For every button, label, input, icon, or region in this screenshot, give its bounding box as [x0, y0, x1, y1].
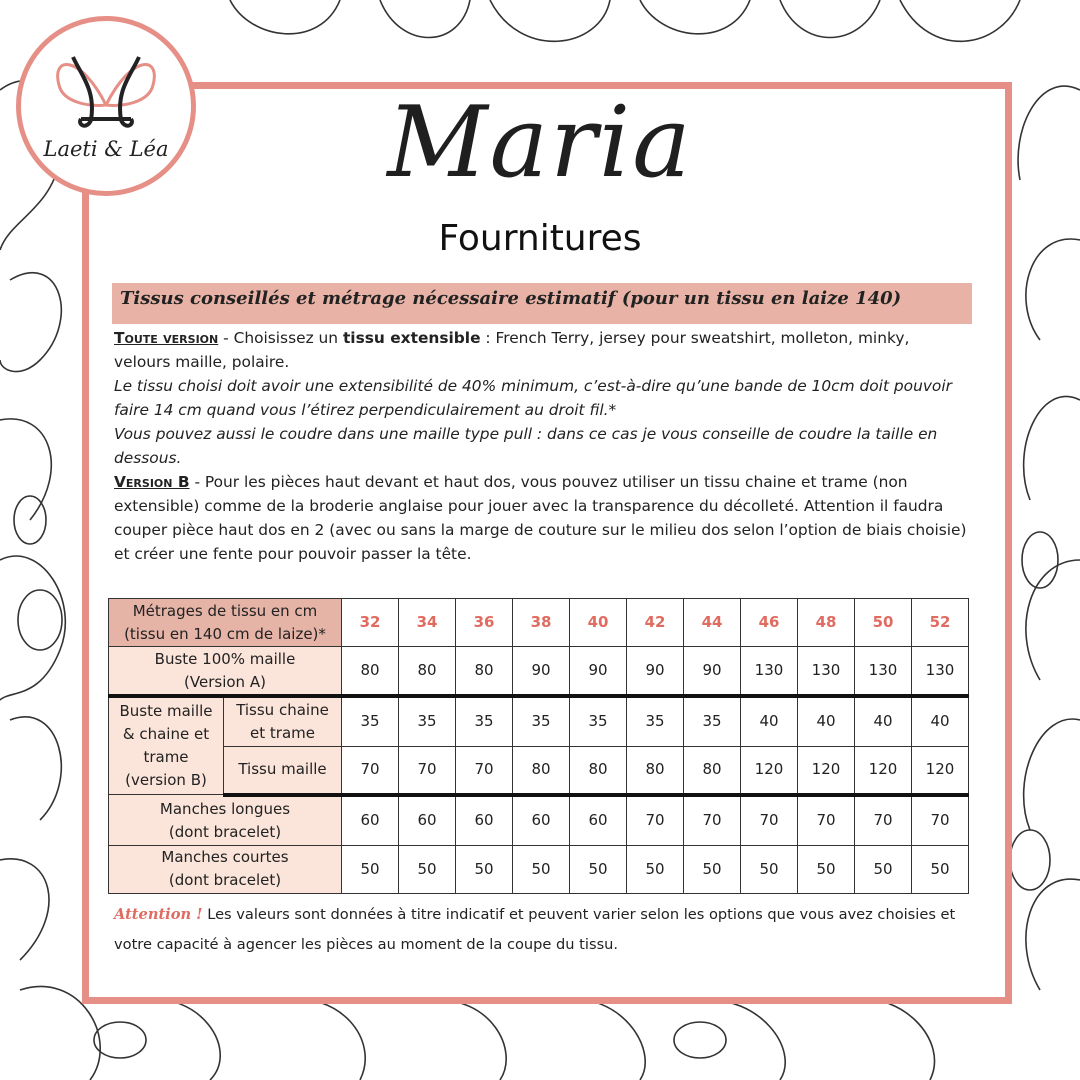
fabric-table: [108, 598, 969, 894]
description-text: [114, 326, 970, 566]
value-cell: 70: [627, 795, 684, 845]
value-cell: 40: [855, 696, 912, 746]
value-cell: 50: [855, 845, 912, 893]
table-row: [109, 696, 969, 746]
row-label-line: Buste 100% maille: [154, 649, 296, 668]
paragraph-all-versions: [114, 326, 970, 374]
text-fragment: : French Terry, jersey pour sweatshirt, molleton, minky, velours maille, polaire.: [114, 329, 910, 371]
table-row: [109, 795, 969, 845]
value-cell: 35: [342, 696, 399, 746]
value-cell: 130: [912, 647, 969, 696]
value-cell: 70: [741, 795, 798, 845]
row-label-line: (dont bracelet): [168, 871, 282, 890]
value-cell: 90: [570, 647, 627, 696]
value-cell: 80: [684, 746, 741, 794]
value-cell: 40: [912, 696, 969, 746]
value-cell: 120: [798, 746, 855, 794]
value-cell: 50: [570, 845, 627, 893]
value-cell: 90: [684, 647, 741, 696]
value-cell: 50: [513, 845, 570, 893]
value-cell: 50: [741, 845, 798, 893]
value-cell: 60: [570, 795, 627, 845]
group-label-cell: [109, 696, 224, 795]
value-cell: 35: [399, 696, 456, 746]
value-cell: 80: [342, 647, 399, 696]
value-cell: 70: [684, 795, 741, 845]
paragraph-knit: Vous pouvez aussi le coudre dans une maille type pull : dans ce cas je vous conseille de coudre la taille en dessous.: [114, 425, 938, 467]
value-cell: 35: [684, 696, 741, 746]
value-cell: 35: [456, 696, 513, 746]
row-label-line: (Version A): [184, 672, 266, 691]
logo-text: Laeti & Léa: [43, 137, 169, 161]
table-header-row: [109, 599, 969, 647]
value-cell: 80: [570, 746, 627, 794]
value-cell: 120: [741, 746, 798, 794]
row-label-line: et trame: [250, 723, 315, 742]
value-cell: 80: [513, 746, 570, 794]
size-cell: 44: [684, 599, 741, 647]
size-cell: 34: [399, 599, 456, 647]
value-cell: 35: [627, 696, 684, 746]
group-label-line: & chaine et: [122, 724, 210, 743]
row-label-line: Manches longues: [159, 799, 291, 818]
header-label-cell: [109, 599, 342, 647]
value-cell: 90: [627, 647, 684, 696]
row-label-cell: [109, 647, 342, 696]
label-version-b: Version B: [114, 473, 190, 491]
value-cell: 50: [798, 845, 855, 893]
row-label-cell: Tissu maille: [224, 746, 342, 794]
row-label-line: (dont bracelet): [168, 822, 282, 841]
attention-note: [114, 900, 974, 960]
value-cell: 90: [513, 647, 570, 696]
value-cell: 130: [741, 647, 798, 696]
row-label-cell: [109, 845, 342, 893]
paragraph-stretch: Le tissu choisi doit avoir une extensibilité de 40% minimum, c’est-à-dire qu’une bande de 10cm doit pouvoir faire 14 cm quand vous l’étirez perpendiculairement au droit fil.*: [114, 377, 952, 419]
value-cell: 50: [342, 845, 399, 893]
row-label-line: Manches courtes: [161, 848, 289, 867]
value-cell: 70: [456, 746, 513, 794]
table-row: [109, 746, 969, 794]
value-cell: 60: [456, 795, 513, 845]
value-cell: 60: [513, 795, 570, 845]
table-row: [109, 647, 969, 696]
page-title: Maria: [387, 86, 693, 200]
value-cell: 35: [570, 696, 627, 746]
size-cell: 36: [456, 599, 513, 647]
value-cell: 35: [513, 696, 570, 746]
value-cell: 120: [912, 746, 969, 794]
attention-text: Les valeurs sont données à titre indicatif et peuvent varier selon les options que vous avez choisies et votre capacité à agencer les pièces au moment de la coupe du tissu.: [114, 906, 956, 953]
value-cell: 40: [798, 696, 855, 746]
group-label-line: trame: [143, 747, 189, 766]
header-label-line: Métrages de tissu en cm: [132, 601, 318, 620]
value-cell: 70: [855, 795, 912, 845]
value-cell: 130: [798, 647, 855, 696]
value-cell: 50: [456, 845, 513, 893]
size-cell: 52: [912, 599, 969, 647]
size-cell: 48: [798, 599, 855, 647]
value-cell: 120: [855, 746, 912, 794]
size-cell: 50: [855, 599, 912, 647]
value-cell: 80: [399, 647, 456, 696]
header-label-line: (tissu en 140 cm de laize)*: [124, 624, 326, 643]
label-all-versions: Toute version: [114, 329, 219, 347]
value-cell: 50: [912, 845, 969, 893]
table-row: [109, 845, 969, 893]
size-cell: 38: [513, 599, 570, 647]
size-cell: 32: [342, 599, 399, 647]
value-cell: 70: [798, 795, 855, 845]
row-label-cell: [109, 795, 342, 845]
section-heading: Tissus conseillés et métrage nécessaire estimatif (pour un tissu en laize 140): [112, 283, 972, 324]
text-fragment: - Choisissez un: [218, 329, 343, 347]
value-cell: 70: [399, 746, 456, 794]
value-cell: 60: [399, 795, 456, 845]
text-fragment: - Pour les pièces haut devant et haut dos, vous pouvez utiliser un tissu chaine et trame (non extensible) comme de la broderie anglaise pour jouer avec la transparence du décolleté. Attention il faudra couper pièce haut dos en 2 (avec ou sans la marge de couture sur le milieu dos selon l’option de biais choisie) et créer une fente pour pouvoir passer la tête.: [114, 473, 967, 563]
value-cell: 40: [741, 696, 798, 746]
size-cell: 46: [741, 599, 798, 647]
value-cell: 80: [456, 647, 513, 696]
attention-label: Attention !: [114, 906, 203, 923]
value-cell: 130: [855, 647, 912, 696]
value-cell: 70: [912, 795, 969, 845]
value-cell: 70: [342, 746, 399, 794]
value-cell: 50: [684, 845, 741, 893]
size-cell: 40: [570, 599, 627, 647]
group-label-line: (version B): [125, 770, 207, 789]
row-label-cell: [224, 696, 342, 746]
value-cell: 50: [399, 845, 456, 893]
paragraph-version-b: [114, 470, 970, 566]
row-label-line: Tissu chaine: [236, 700, 329, 719]
value-cell: 60: [342, 795, 399, 845]
page-subtitle: Fournitures: [438, 218, 642, 259]
value-cell: 80: [627, 746, 684, 794]
value-cell: 50: [627, 845, 684, 893]
group-label-line: Buste maille: [119, 701, 213, 720]
bold-fabric: tissu extensible: [342, 329, 481, 347]
size-cell: 42: [627, 599, 684, 647]
